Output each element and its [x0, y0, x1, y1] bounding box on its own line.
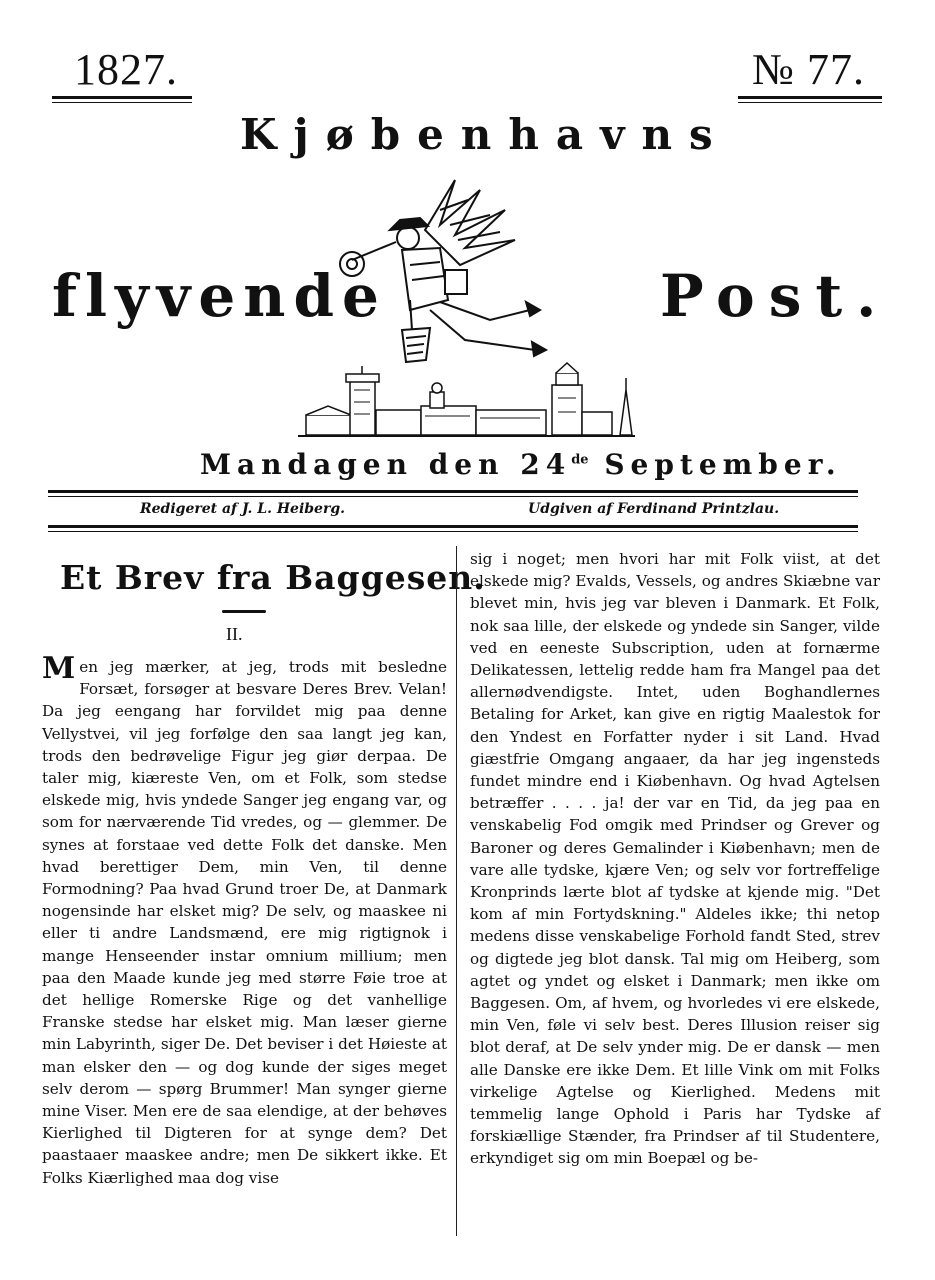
headline-ornament [222, 610, 266, 613]
issue-number: № 77. [752, 45, 865, 94]
title-right: Post. [660, 262, 891, 330]
date-sup: de [571, 452, 589, 468]
article-column-right [470, 548, 880, 1170]
article-column-left [42, 651, 447, 1189]
drop-cap: M [42, 651, 76, 686]
flying-messenger-illustration [290, 170, 640, 445]
editor-credit: Redigeret af J. L. Heiberg. [140, 501, 346, 517]
date-prefix: Mandagen den 24 [200, 448, 572, 481]
credits-rule [48, 525, 858, 532]
article-part: II. [226, 624, 243, 644]
date-suffix: September. [604, 448, 842, 481]
column-divider [456, 546, 457, 1236]
article-headline: Et Brev fra Baggesen. [60, 558, 486, 597]
title-line1: Kjøbenhavns [240, 110, 730, 159]
number-underline [738, 96, 882, 103]
year: 1827. [74, 45, 178, 94]
right-column-text: sig i noget; men hvori har mit Folk viist, at det elskede mig? Evalds, Vessels, og andres Skiæbne var blevet min, hvis jeg var bleven i Danmark. Et Folk, nok saa lille, der elskede og yndede sin Sanger, vilde ved en eeneste Subscription, uden at fornærme Delikatessen, lettelig redde ham fra Mangel paa det allernødvendigste. Intet, uden Boghandlernes Betaling for Arket, kan give en rigtig Maalestok for den Yndest en Forfatter nyder i sit Land. Hvad giæstfrie Omgang angaaer, da har jeg ingensteds fundet mindre end i Kiøbenhavn. Og hvad Agtelsen betræffer . . . . ja! der var en Tid, da jeg paa en venskabelig Fod omgik med Prindser og Grever og Baroner og deres Gemalinder i Kiøbenhavn; men de vare alle tydske, kjære Ven; og selv vor fortreffelige Kronprinds lærte blot af tydske at kjende mig. "Det kom af min Fortydskning." Aldeles ikke; thi netop medens disse venskabelige Forhold fandt Sted, strev og digtede jeg blot dansk. Tal mig om Heiberg, som agtet og yndet og elsket i Danmark; men ikke om Baggesen. Om, af hvem, og hvorledes vi ere elskede, min Ven, føle vi selv best. Deres Illusion reiser sig blot deraf, at De selv ynder mig. De er dansk — men alle Danske ere ikke Dem. Et lille Vink om mit Folks virkelige Agtelse og Kierlighed. Medens mit temmelig lange Ophold i Paris har Tydske af forskiællige Stænder, fra Prindser af til Studentere, erkyndiget sig om min Boepæl og be- [470, 550, 880, 1168]
dateline [200, 448, 842, 481]
title-left: flyvende [52, 262, 387, 330]
masthead-rule [48, 490, 858, 497]
year-underline [52, 96, 192, 103]
left-column-body: en jeg mærker, at jeg, trods mit besledne Forsæt, forsøger at besvare Deres Brev. Velan! Da jeg eengang har forvildet mig paa denne Vellystvei, vil jeg forfølge den saa langt jeg kan, trods den bedrøvelige Figur jeg giør derpaa. De taler mig, kiæreste Ven, om et Folk, som stedse elskede mig, hvis yndede Sanger jeg engang var, og som for nærværende Tid vredes, og — glemmer. De synes at forstaae ved dette Folk det danske. Men hvad berettiger Dem, min Ven, til denne Formodning? Paa hvad Grund troer De, at Danmark nogensinde har elsket mig? De selv, og maaskee ni eller ti andre Landsmænd, ere mig rigtignok i mange Henseender instar omnium millium; men paa den Maade kunde jeg med større Føie troe at det hellige Romerske Rige og det vanhellige Franske stedse har elsket mig. Man læser gierne min Labyrinth, siger De. Det beviser i det Høieste at man elsker den — og dog kunde der siges meget selv derom — spørg Brummer! Man synger gierne mine Viser. Men ere de saa elendige, at der behøves Kierlighed til Digteren for at synge dem? Det paastaaer maaskee andre; men De sikkert ikke. Et Folks Kiærlighed maa dog vise [42, 658, 447, 1187]
publisher-credit: Udgiven af Ferdinand Printzlau. [528, 501, 780, 517]
left-column-text [42, 651, 447, 1189]
